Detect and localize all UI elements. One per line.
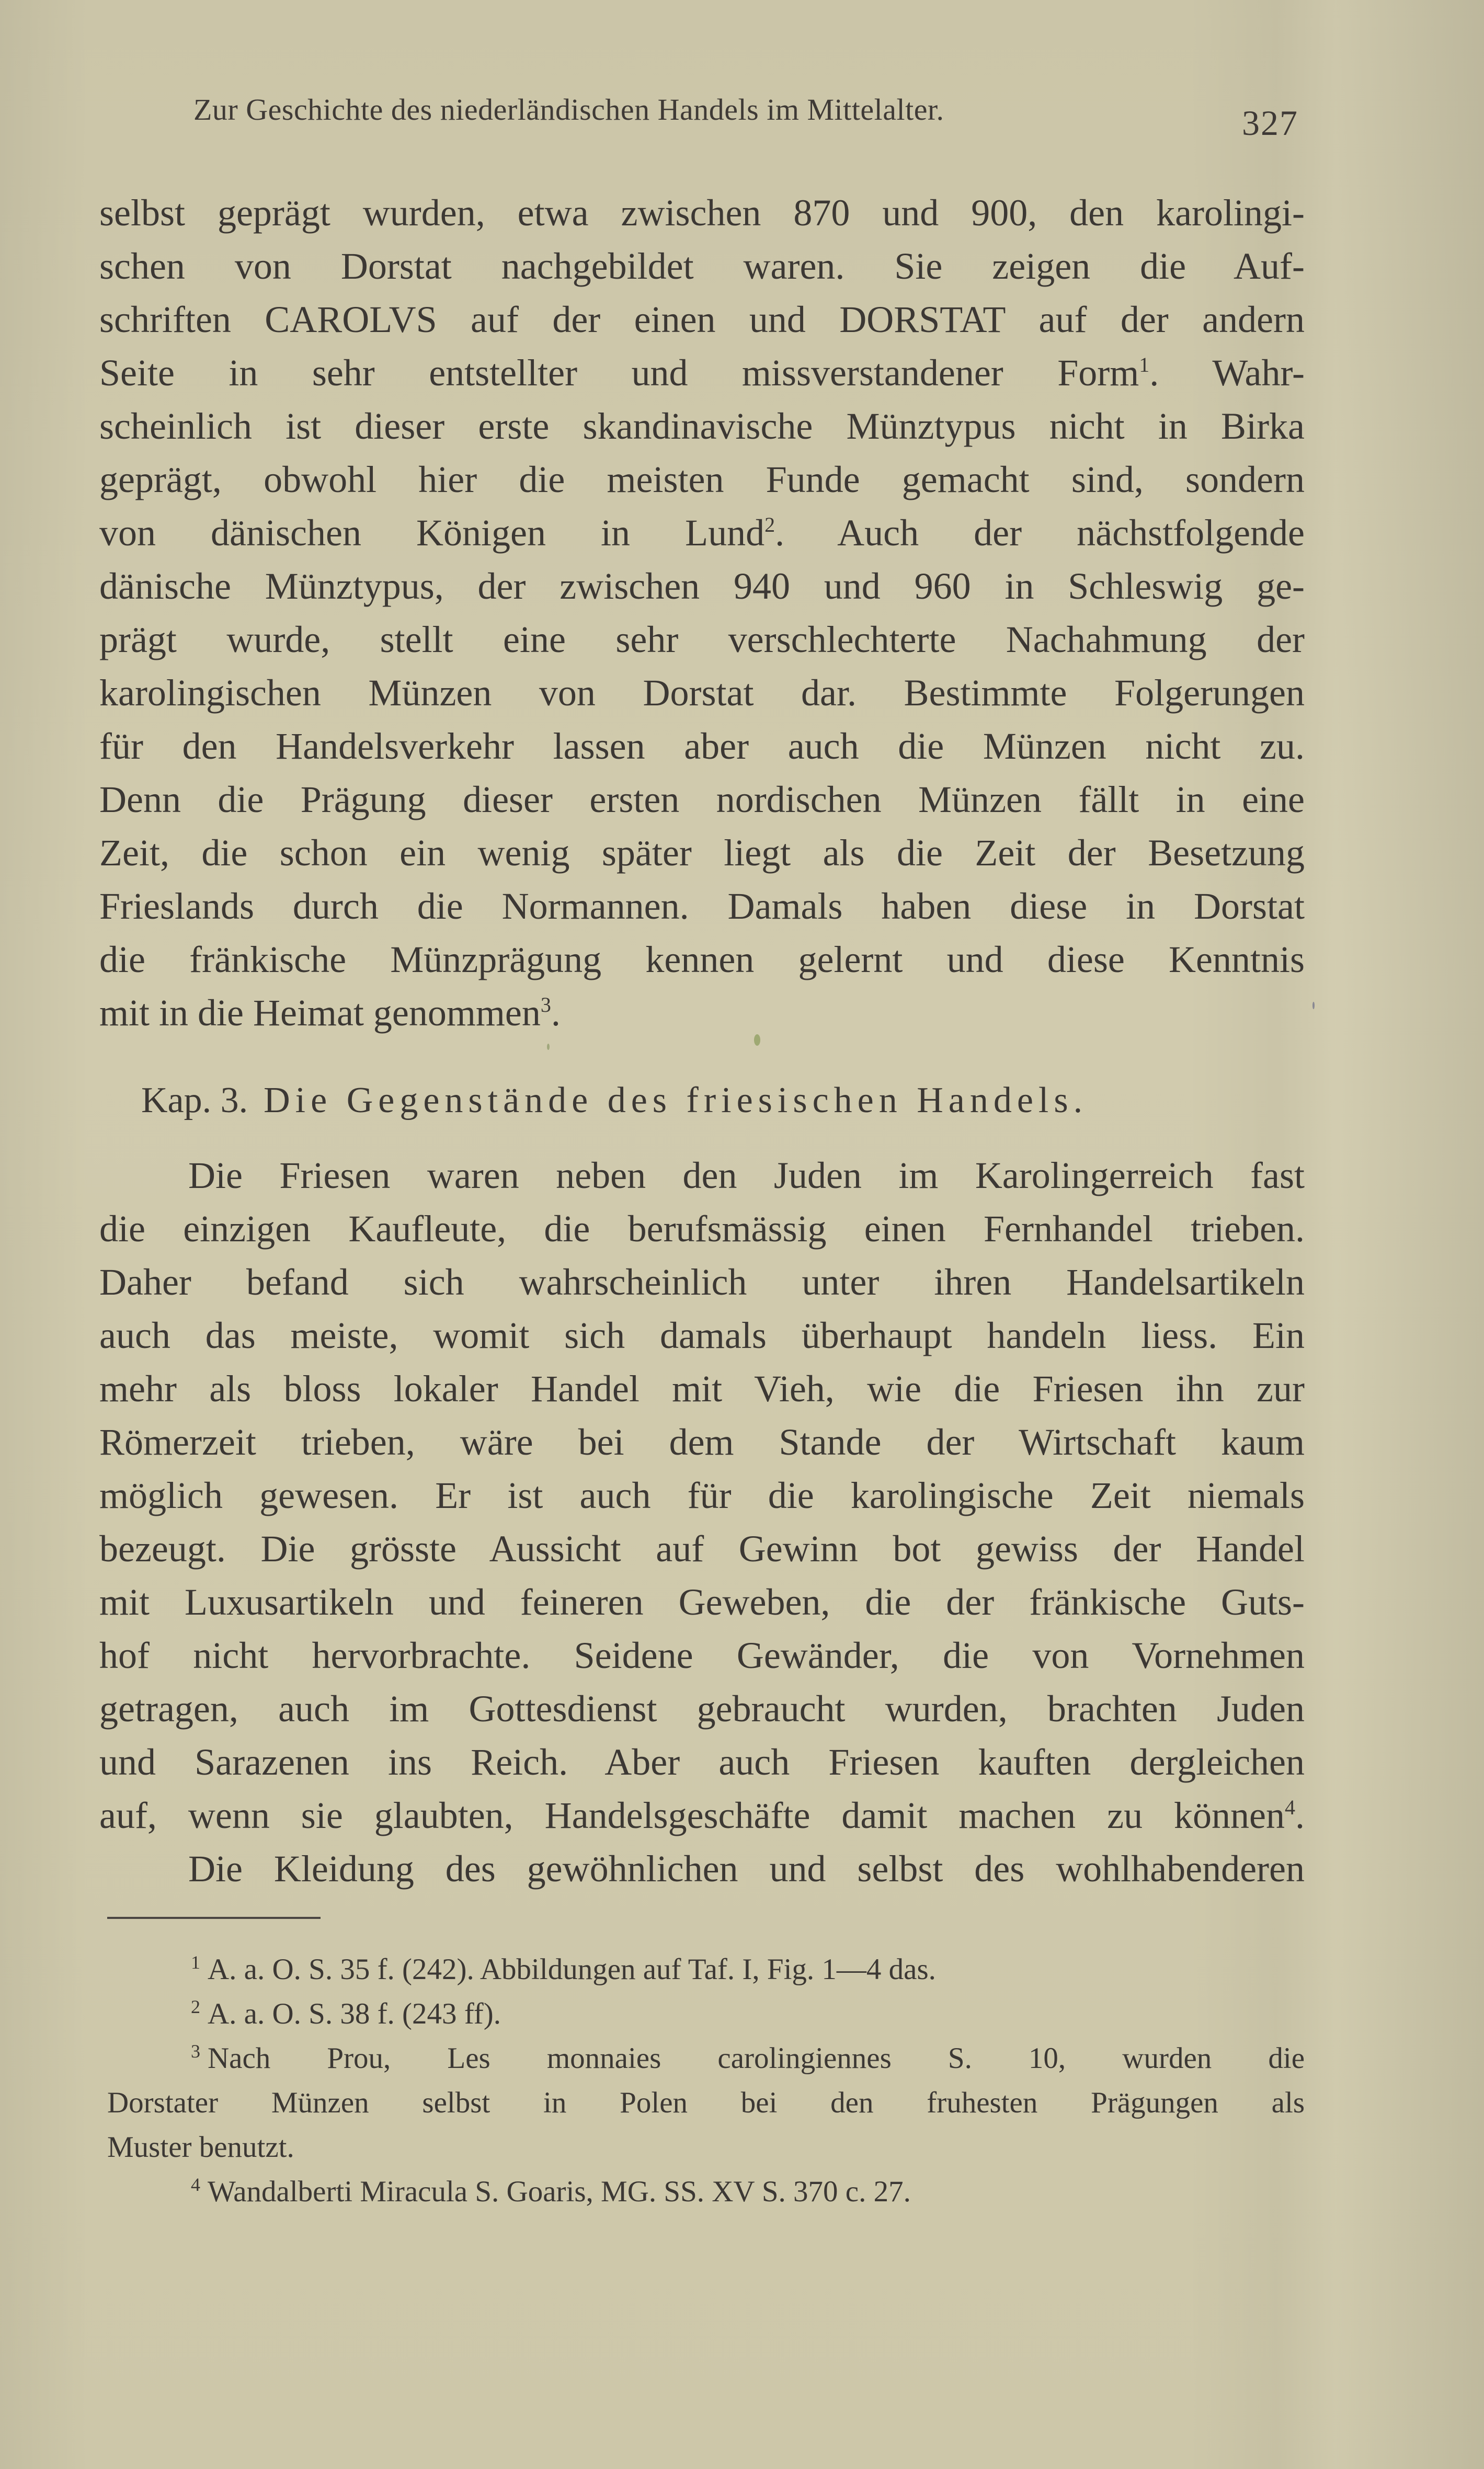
- footnote-text: A. a. O. S. 38 f. (243 ff).: [208, 1997, 501, 2030]
- text-line: geprägt, obwohl hier die meisten Funde gemacht sind, sondern: [99, 459, 1305, 500]
- footnotes: [107, 1947, 1305, 2214]
- text-line: hof nicht hervorbrachte. Seidene Gewänder, die von Vornehmen: [99, 1634, 1305, 1676]
- text-line: möglich gewesen. Er ist auch für die karolingische Zeit niemals: [99, 1474, 1305, 1516]
- text-line: für den Handelsverkehr lassen aber auch die Münzen nicht zu.: [99, 725, 1305, 767]
- text-line: karolingischen Münzen von Dorstat dar. Bestimmte Folgerungen: [99, 672, 1305, 714]
- text-segment: auf, wenn sie glaubten, Handelsgeschäfte damit machen zu können: [99, 1794, 1285, 1836]
- text-segment: . Auch der nächstfolgende: [775, 512, 1305, 554]
- text-line: dänische Münztypus, der zwischen 940 und 960 in Schleswig ge-: [99, 565, 1305, 607]
- footnote-3: [107, 2036, 1305, 2081]
- text-line: scheinlich ist dieser erste skandinavische Münztypus nicht in Birka: [99, 405, 1305, 447]
- text-line: [99, 1789, 1305, 1842]
- text-line: und Sarazenen ins Reich. Aber auch Friesen kauften dergleichen: [99, 1741, 1305, 1783]
- text-line: schriften CAROLVS auf der einen und DORSTAT auf der andern: [99, 299, 1305, 340]
- footnote-ref[interactable]: 4: [1285, 1796, 1295, 1819]
- footnote-number: 1: [191, 1952, 200, 1973]
- text-segment: .: [551, 992, 561, 1034]
- text-segment: . Wahr-: [1149, 352, 1305, 394]
- footnote-number: 4: [191, 2174, 200, 2195]
- footnote-ref[interactable]: 1: [1139, 353, 1150, 376]
- text-line: auch das meiste, womit sich damals überhaupt handeln liess. Ein: [99, 1314, 1305, 1356]
- paper-speck: [547, 1044, 550, 1050]
- text-line: Daher befand sich wahrscheinlich unter ihren Handelsartikeln: [99, 1261, 1305, 1303]
- footnote-2: [107, 1992, 1305, 2036]
- paragraph-1: [99, 186, 1305, 1039]
- text-line: die einzigen Kaufleute, die berufsmässig einen Fernhandel trieben.: [99, 1208, 1305, 1250]
- text-line: mehr als bloss lokaler Handel mit Vieh, wie die Friesen ihn zur: [99, 1368, 1305, 1410]
- paragraph-2: [99, 1149, 1305, 1895]
- footnote-text: Nach Prou, Les monnaies carolingiennes S. 10, wurden die: [208, 2042, 1305, 2075]
- text-line: schen von Dorstat nachgebildet waren. Sie zeigen die Auf-: [99, 245, 1305, 287]
- text-line: Römerzeit trieben, wäre bei dem Stande der Wirtschaft kaum: [99, 1421, 1305, 1463]
- text-segment: von dänischen Königen in Lund: [99, 512, 765, 554]
- footnote-text: A. a. O. S. 35 f. (242). Abbildungen auf Taf. I, Fig. 1—4 das.: [208, 1953, 936, 1986]
- text-line: Die Kleidung des gewöhnlichen und selbst des wohlhabenderen: [188, 1848, 1305, 1890]
- text-line: [99, 346, 1305, 399]
- text-line: Die Friesen waren neben den Juden im Karolingerreich fast: [188, 1155, 1305, 1196]
- paper-speck: [1312, 1002, 1315, 1009]
- footnote-3-continued: Dorstater Münzen selbst in Polen bei den fruhesten Prägungen als: [107, 2086, 1305, 2119]
- text-line: mit Luxusartikeln und feineren Geweben, die der fränkische Guts-: [99, 1581, 1305, 1623]
- footnote-divider: [107, 1917, 321, 1919]
- text-line: Denn die Prägung dieser ersten nordischen Münzen fällt in eine: [99, 779, 1305, 820]
- footnote-ref[interactable]: 3: [540, 993, 551, 1016]
- running-head: Zur Geschichte des niederländischen Handels im Mittelalter.: [193, 93, 944, 127]
- text-segment: .: [1295, 1794, 1305, 1836]
- footnote-3-continued: Muster benutzt.: [107, 2131, 294, 2164]
- footnote-ref[interactable]: 2: [764, 513, 775, 536]
- text-segment: Seite in sehr entstellter und missverstandener Form: [99, 352, 1139, 394]
- page-number: 327: [1242, 103, 1298, 143]
- footnote-number: 3: [191, 2041, 200, 2062]
- text-line: selbst geprägt wurden, etwa zwischen 870 und 900, den karolingi-: [99, 192, 1305, 234]
- text-line: prägt wurde, stellt eine sehr verschlechterte Nachahmung der: [99, 619, 1305, 660]
- chapter-title: Die Gegenstände des friesischen Handels.: [264, 1080, 1088, 1121]
- text-line: Frieslands durch die Normannen. Damals haben diese in Dorstat: [99, 885, 1305, 927]
- text-line: [99, 986, 1305, 1039]
- text-line: [99, 506, 1305, 559]
- footnote-4: [107, 2169, 1305, 2214]
- chapter-label: Kap. 3.: [141, 1080, 248, 1121]
- footnote-text: Wandalberti Miracula S. Goaris, MG. SS. XV S. 370 c. 27.: [208, 2175, 911, 2208]
- text-line: bezeugt. Die grösste Aussicht auf Gewinn bot gewiss der Handel: [99, 1528, 1305, 1570]
- text-line: Zeit, die schon ein wenig später liegt als die Zeit der Besetzung: [99, 832, 1305, 874]
- section-heading: [141, 1080, 1088, 1122]
- text-line: die fränkische Münzprägung kennen gelernt und diese Kenntnis: [99, 939, 1305, 980]
- text-segment: mit in die Heimat genommen: [99, 992, 541, 1034]
- footnote-1: [107, 1947, 1305, 1992]
- text-line: getragen, auch im Gottesdienst gebraucht wurden, brachten Juden: [99, 1688, 1305, 1730]
- footnote-number: 2: [191, 1996, 200, 2017]
- paper-speck: [754, 1034, 760, 1046]
